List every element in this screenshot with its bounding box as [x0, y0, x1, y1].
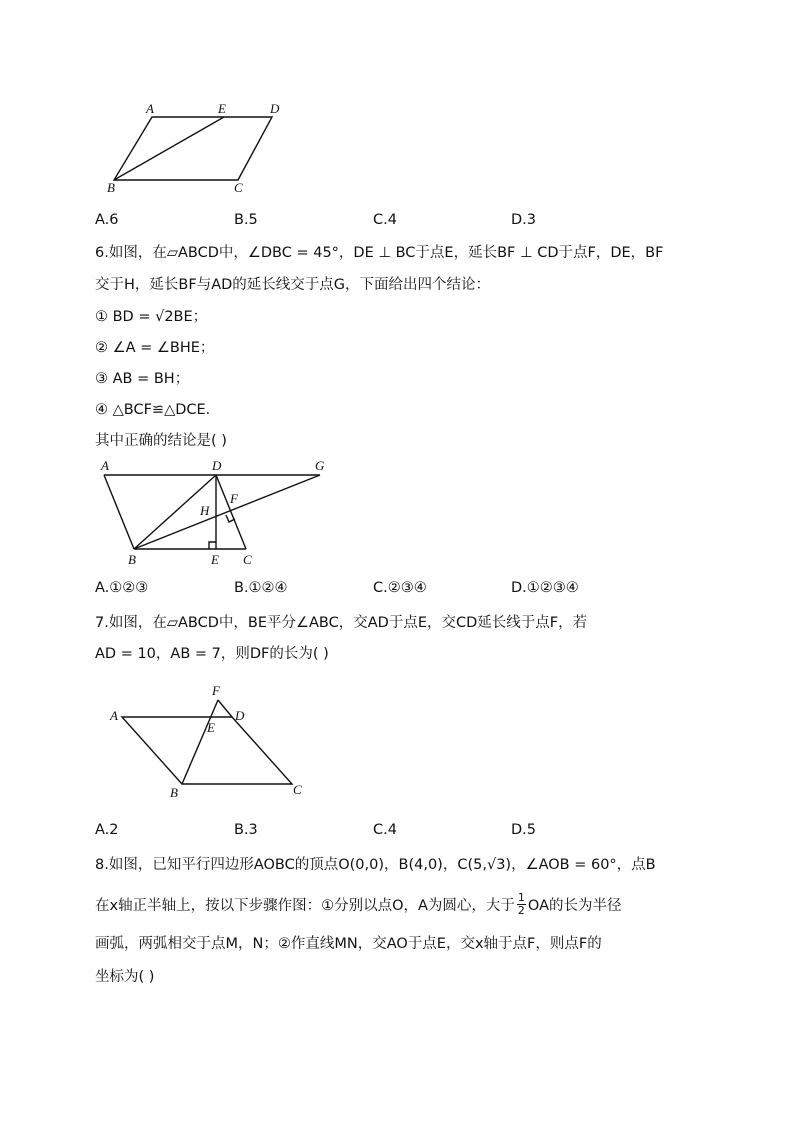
segment-bf: [182, 700, 218, 784]
q6-stem-line2: 交于H，延长BF与AD的延长线交于点G，下面给出四个结论：: [95, 277, 491, 293]
label-c: C: [293, 782, 302, 797]
q6-question: 其中正确的结论是( ): [95, 433, 227, 449]
segment-bg: [134, 475, 320, 549]
figure-q7: [104, 680, 314, 802]
q8-stem-line1: 8.如图，已知平行四边形AOBC的顶点O(0,0)，B(4,0)，C(5,√3)，∠AOB = 60°，点B: [95, 857, 656, 873]
q7-option-d[interactable]: D.5: [511, 822, 536, 838]
label-e: E: [211, 552, 219, 567]
q8-fraction-denominator: 2: [517, 904, 525, 917]
label-g: G: [315, 458, 325, 473]
label-h: H: [200, 503, 210, 518]
q7-option-b[interactable]: B.3: [234, 822, 258, 838]
segment-dc: [216, 475, 246, 549]
q7-option-a[interactable]: A.2: [95, 822, 119, 838]
q7-option-c[interactable]: C.4: [373, 822, 397, 838]
q8-fraction: [517, 892, 526, 917]
q6-option-c[interactable]: C.②③④: [373, 580, 427, 596]
label-d: D: [270, 101, 280, 116]
segment-df: [218, 700, 232, 717]
figure-q5-parallelogram: [100, 96, 290, 196]
segment-ab: [104, 475, 134, 549]
right-angle-mark-e: [209, 542, 216, 549]
q6-conclusion-1: ① BD = √2BE；: [95, 309, 208, 325]
q6-option-d[interactable]: D.①②③④: [511, 580, 579, 596]
q7-stem-line2: AD = 10，AB = 7，则DF的长为( ): [95, 646, 329, 662]
label-c: C: [234, 180, 243, 195]
q8-stem-line3: 画弧，两弧相交于点M，N；②作直线MN，交AO于点E，交x轴于点F，则点F的: [95, 936, 602, 952]
q5-option-d[interactable]: D.3: [511, 212, 536, 228]
q8-stem-line2-tail: OA的长为半径: [527, 898, 622, 914]
q6-conclusion-4: ④ △BCF≌△DCE．: [95, 402, 221, 418]
q5-option-a[interactable]: A.6: [95, 212, 119, 228]
q6-option-b[interactable]: B.①②④: [234, 580, 288, 596]
figure-q6: [96, 456, 336, 571]
label-f: F: [230, 491, 238, 506]
q7-stem-line1: 7.如图，在▱ABCD中，BE平分∠ABC，交AD于点E，交CD延长线于点F，若: [95, 615, 588, 631]
label-b: B: [128, 552, 136, 567]
label-e: E: [207, 720, 215, 735]
q5-option-c[interactable]: C.4: [373, 212, 397, 228]
label-d: D: [235, 708, 245, 723]
q8-stem-line2: [95, 892, 622, 917]
label-f: F: [212, 683, 220, 698]
q8-stem-line2-text: 在x轴正半轴上，按以下步骤作图：①分别以点O，A为圆心，大于: [95, 898, 515, 914]
label-e: E: [218, 101, 226, 116]
q5-option-b[interactable]: B.5: [234, 212, 258, 228]
parallelogram-abcd: [114, 117, 272, 180]
label-a: A: [101, 458, 109, 473]
segment-be: [114, 117, 224, 180]
q6-conclusion-3: ③ AB = BH；: [95, 371, 190, 387]
label-d: D: [212, 458, 222, 473]
label-c: C: [243, 552, 252, 567]
q6-conclusion-2: ② ∠A = ∠BHE；: [95, 340, 215, 356]
q8-stem-line4: 坐标为( ): [95, 969, 155, 985]
label-b: B: [170, 785, 178, 800]
label-a: A: [110, 708, 118, 723]
q6-stem-line1: 6.如图，在▱ABCD中，∠DBC = 45°，DE ⊥ BC于点E，延长BF ⊥ CD于点F，DE，BF: [95, 245, 664, 261]
q6-option-a[interactable]: A.①②③: [95, 580, 149, 596]
label-a: A: [146, 101, 154, 116]
label-b: B: [107, 180, 115, 195]
q8-fraction-numerator: 1: [517, 891, 525, 904]
